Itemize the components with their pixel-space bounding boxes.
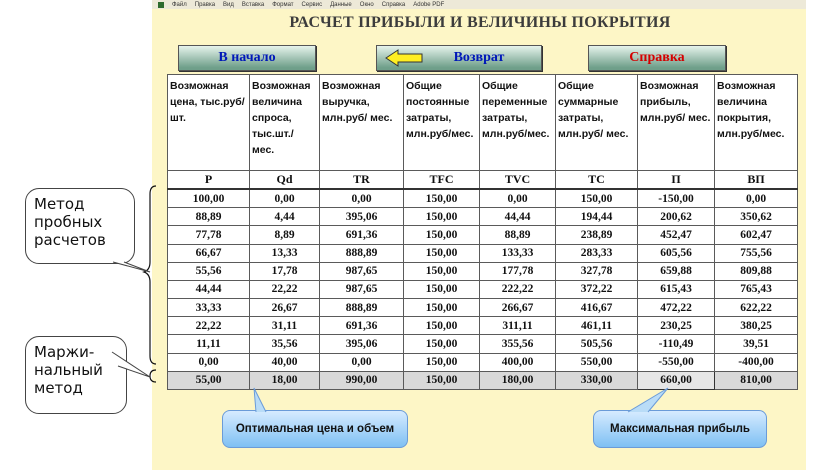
table-row: [168, 280, 798, 298]
menu-tools[interactable]: Сервис: [301, 1, 323, 8]
table-cell[interactable]: 0,00: [480, 189, 556, 208]
table-cell[interactable]: 691,36: [320, 317, 404, 335]
column-symbol: TVC: [480, 171, 556, 190]
menu-window[interactable]: Окно: [359, 1, 374, 8]
table-cell[interactable]: 327,78: [556, 262, 638, 280]
table-cell[interactable]: 311,11: [480, 317, 556, 335]
table-cell[interactable]: 0,00: [250, 189, 320, 208]
table-cell[interactable]: 461,11: [556, 317, 638, 335]
column-header: Возможная величина покрытия, млн.руб/мес.: [715, 75, 798, 171]
table-cell[interactable]: 0,00: [320, 189, 404, 208]
table-cell[interactable]: 177,78: [480, 262, 556, 280]
table-cell[interactable]: 0,00: [715, 189, 798, 208]
table-cell[interactable]: -550,00: [638, 353, 715, 371]
column-header: Общие суммарные затраты, млн.руб/ мес.: [556, 75, 638, 171]
table-cell[interactable]: 505,56: [556, 335, 638, 353]
back-button-label: Возврат: [453, 50, 505, 65]
table-cell[interactable]: 88,89: [480, 226, 556, 244]
optimal-price-label: Оптимальная цена и объем: [235, 423, 395, 435]
menu-adobe-pdf[interactable]: Adobe PDF: [413, 1, 445, 8]
table-cell[interactable]: 33,33: [168, 299, 250, 317]
table-cell[interactable]: 150,00: [404, 317, 480, 335]
trial-method-label: Метод пробных расчетов: [34, 195, 106, 249]
table-cell[interactable]: 987,65: [320, 280, 404, 298]
table-cell[interactable]: 4,44: [250, 208, 320, 226]
table-row: [168, 244, 798, 262]
table-cell[interactable]: 395,06: [320, 335, 404, 353]
menu-help[interactable]: Справка: [381, 1, 406, 8]
table-cell[interactable]: -150,00: [638, 189, 715, 208]
home-button[interactable]: [178, 45, 316, 71]
table-cell[interactable]: 22,22: [168, 317, 250, 335]
table-cell[interactable]: 809,88: [715, 262, 798, 280]
table-cell[interactable]: 230,25: [638, 317, 715, 335]
table-cell[interactable]: 150,00: [404, 244, 480, 262]
table-cell[interactable]: 350,62: [715, 208, 798, 226]
table-cell[interactable]: 452,47: [638, 226, 715, 244]
help-button[interactable]: [588, 45, 726, 71]
menu-bar: [152, 0, 806, 9]
table-cell[interactable]: 372,22: [556, 280, 638, 298]
table-cell[interactable]: 194,44: [556, 208, 638, 226]
help-button-label: Справка: [629, 50, 685, 65]
table-cell[interactable]: 150,00: [404, 262, 480, 280]
table-body: [168, 189, 798, 390]
table-cell[interactable]: 150,00: [404, 335, 480, 353]
arrow-left-icon: [385, 49, 423, 67]
table-cell[interactable]: 150,00: [404, 189, 480, 208]
menu-data[interactable]: Данные: [330, 1, 352, 8]
table-cell[interactable]: 550,00: [556, 353, 638, 371]
table-cell[interactable]: 283,33: [556, 244, 638, 262]
table-cell[interactable]: 150,00: [404, 208, 480, 226]
column-header: Возможная выручка, млн.руб/ мес.: [320, 75, 404, 171]
menu-file[interactable]: Файл: [172, 1, 187, 8]
table-cell[interactable]: 266,67: [480, 299, 556, 317]
table-row: [168, 335, 798, 353]
column-symbol: П: [638, 171, 715, 190]
table-cell[interactable]: 150,00: [404, 353, 480, 371]
home-button-label: В начало: [218, 50, 276, 65]
trial-method-callout: [25, 188, 135, 264]
column-symbol: TC: [556, 171, 638, 190]
table-cell[interactable]: 13,33: [250, 244, 320, 262]
table-cell[interactable]: 0,00: [320, 353, 404, 371]
marginal-cell[interactable]: 810,00: [715, 371, 798, 389]
table-cell[interactable]: 416,67: [556, 299, 638, 317]
column-symbol: ВП: [715, 171, 798, 190]
marginal-cell[interactable]: 330,00: [556, 371, 638, 389]
table-cell[interactable]: 605,56: [638, 244, 715, 262]
table-cell[interactable]: 133,33: [480, 244, 556, 262]
table-row: [168, 353, 798, 371]
table-cell[interactable]: 0,00: [168, 353, 250, 371]
table-cell[interactable]: 355,56: [480, 335, 556, 353]
table-row: [168, 189, 798, 208]
table-cell[interactable]: 691,36: [320, 226, 404, 244]
table-cell[interactable]: -110,49: [638, 335, 715, 353]
marginal-cell[interactable]: 55,00: [168, 371, 250, 389]
max-profit-label: Максимальная прибыль: [610, 423, 750, 435]
menu-view[interactable]: Вид: [223, 1, 234, 8]
page-title: РАСЧЕТ ПРИБЫЛИ И ВЕЛИЧИНЫ ПОКРЫТИЯ: [289, 14, 671, 31]
table-cell[interactable]: 11,11: [168, 335, 250, 353]
table-cell[interactable]: 100,00: [168, 189, 250, 208]
table-cell[interactable]: 238,89: [556, 226, 638, 244]
column-header: Общие переменные затраты, млн.руб/мес.: [480, 75, 556, 171]
table-cell[interactable]: 44,44: [480, 208, 556, 226]
table-cell[interactable]: 765,43: [715, 280, 798, 298]
table-cell[interactable]: 472,22: [638, 299, 715, 317]
table-cell[interactable]: -400,00: [715, 353, 798, 371]
table-cell[interactable]: 150,00: [404, 226, 480, 244]
marginal-cell[interactable]: 180,00: [480, 371, 556, 389]
table-cell[interactable]: 150,00: [556, 189, 638, 208]
table-row: [168, 262, 798, 280]
table-cell[interactable]: 66,67: [168, 244, 250, 262]
table-cell[interactable]: 17,78: [250, 262, 320, 280]
column-symbol: P: [168, 171, 250, 190]
max-profit-note: [593, 410, 767, 448]
marginal-cell[interactable]: 990,00: [320, 371, 404, 389]
menu-edit[interactable]: Правка: [194, 1, 216, 8]
table-cell[interactable]: 55,56: [168, 262, 250, 280]
back-button[interactable]: [376, 45, 542, 71]
table-row: [168, 208, 798, 226]
menu-insert[interactable]: Вставка: [241, 1, 265, 8]
marginal-method-label: Маржи-нальный метод: [34, 343, 103, 397]
table-cell[interactable]: 888,89: [320, 244, 404, 262]
profit-table: [167, 74, 798, 390]
table-row: [168, 317, 798, 335]
table-cell[interactable]: 44,44: [168, 280, 250, 298]
table-cell[interactable]: 400,00: [480, 353, 556, 371]
table-row: [168, 299, 798, 317]
max-profit-cell[interactable]: 660,00: [638, 371, 715, 389]
table-cell[interactable]: 22,22: [250, 280, 320, 298]
table-cell[interactable]: 40,00: [250, 353, 320, 371]
table-cell[interactable]: 615,43: [638, 280, 715, 298]
table-cell[interactable]: 35,56: [250, 335, 320, 353]
excel-app-icon: [158, 2, 164, 8]
column-symbol: TFC: [404, 171, 480, 190]
column-header: Возможная прибыль, млн.руб/ мес.: [638, 75, 715, 171]
table-cell[interactable]: 77,78: [168, 226, 250, 244]
marginal-cell[interactable]: 18,00: [250, 371, 320, 389]
table-cell[interactable]: 200,62: [638, 208, 715, 226]
header-description-row: [168, 75, 798, 171]
table-cell[interactable]: 659,88: [638, 262, 715, 280]
table-row: [168, 226, 798, 244]
column-symbol: TR: [320, 171, 404, 190]
table-cell[interactable]: 888,89: [320, 299, 404, 317]
table-cell[interactable]: 150,00: [404, 280, 480, 298]
table-cell[interactable]: 222,22: [480, 280, 556, 298]
column-header: Возможная величина спроса, тыс.шт./ мес.: [250, 75, 320, 171]
column-header: Возможная цена, тыс.руб/ шт.: [168, 75, 250, 171]
table-cell[interactable]: 88,89: [168, 208, 250, 226]
table-cell[interactable]: 39,51: [715, 335, 798, 353]
column-header: Общие постоянные затраты, млн.руб/мес.: [404, 75, 480, 171]
table-cell[interactable]: 31,11: [250, 317, 320, 335]
table-cell[interactable]: 602,47: [715, 226, 798, 244]
table-cell[interactable]: 755,56: [715, 244, 798, 262]
marginal-method-callout: [25, 336, 127, 414]
table-cell[interactable]: 622,22: [715, 299, 798, 317]
column-symbol: Qd: [250, 171, 320, 190]
table-cell[interactable]: 150,00: [404, 299, 480, 317]
marginal-cell[interactable]: 150,00: [404, 371, 480, 389]
table-cell[interactable]: 395,06: [320, 208, 404, 226]
table-cell[interactable]: 8,89: [250, 226, 320, 244]
header-symbol-row: [168, 171, 798, 190]
table-cell[interactable]: 26,67: [250, 299, 320, 317]
table-cell[interactable]: 380,25: [715, 317, 798, 335]
menu-format[interactable]: Формат: [272, 1, 294, 8]
marginal-result-row: [168, 371, 798, 389]
optimal-price-note: [222, 410, 408, 448]
table-cell[interactable]: 987,65: [320, 262, 404, 280]
